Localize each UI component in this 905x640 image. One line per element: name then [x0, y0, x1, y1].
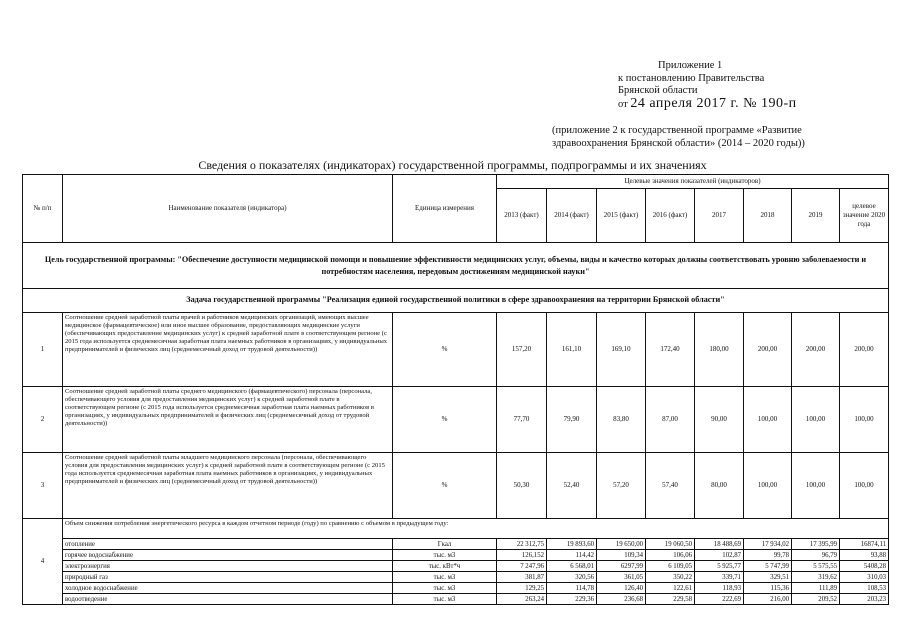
- sub-row: [23, 583, 889, 594]
- header-year: 2019: [792, 189, 840, 243]
- header-block: [618, 60, 797, 111]
- value-cell: 126,40: [597, 583, 646, 594]
- value-cell: 93,88: [840, 550, 889, 561]
- date-handwritten: 24 апреля 2017 г. № 190-п: [630, 95, 797, 111]
- header-year: целевое значение 2020 года: [840, 189, 889, 243]
- sub-unit: тыс. м3: [393, 550, 497, 561]
- sub-row: [23, 561, 889, 572]
- program-goal: Цель государственной программы: "Обеспечение доступности медицинской помощи и повышение эффективности медицинских услуг, объемы, виды и качество которых должны соответствовать уровню заболеваемости и потребностям населения, передовым достижениям медицинской науки": [23, 243, 889, 289]
- value-cell: 19 060,50: [646, 539, 695, 550]
- value-cell: 320,56: [547, 572, 597, 583]
- header-name: Наименование показателя (индикатора): [63, 175, 393, 243]
- sub-row: [23, 594, 889, 605]
- sub-name: отопление: [63, 539, 393, 550]
- date-prefix: от: [618, 98, 628, 110]
- header-unit: Единица измерения: [393, 175, 497, 243]
- value-cell: 96,79: [792, 550, 840, 561]
- value-cell: 126,152: [497, 550, 547, 561]
- indicators-table: [22, 174, 889, 605]
- value-cell: 263,24: [497, 594, 547, 605]
- header-line-1: Приложение 1: [658, 60, 723, 71]
- value-cell: 216,00: [744, 594, 792, 605]
- value-cell: 83,80: [597, 387, 646, 453]
- sub-name: горячее водоснабжение: [63, 550, 393, 561]
- program-note: (приложение 2 к государственной программе «Развитие здравоохранения Брянской области» (2014 – 2020 годы)): [552, 125, 805, 149]
- value-cell: 52,40: [547, 453, 597, 519]
- value-cell: 90,00: [695, 387, 744, 453]
- sub-row: [23, 539, 889, 550]
- value-cell: 18 488,69: [695, 539, 744, 550]
- value-cell: 79,90: [547, 387, 597, 453]
- sub-row: [23, 550, 889, 561]
- value-cell: 80,00: [695, 453, 744, 519]
- value-cell: 310,03: [840, 572, 889, 583]
- value-cell: 102,87: [695, 550, 744, 561]
- value-cell: 200,00: [792, 313, 840, 387]
- value-cell: 169,10: [597, 313, 646, 387]
- sub-unit: Гкал: [393, 539, 497, 550]
- value-cell: 50,30: [497, 453, 547, 519]
- value-cell: 100,00: [840, 453, 889, 519]
- value-cell: 17 395,99: [792, 539, 840, 550]
- header-line-2: к постановлению Правительства: [618, 72, 765, 84]
- sub-name: водоотведение: [63, 594, 393, 605]
- value-cell: 5408,28: [840, 561, 889, 572]
- value-cell: 6 568,01: [547, 561, 597, 572]
- value-cell: 200,00: [840, 313, 889, 387]
- header-line-3: Брянской области: [618, 85, 698, 96]
- value-cell: 114,42: [547, 550, 597, 561]
- value-cell: 57,20: [597, 453, 646, 519]
- value-cell: 100,00: [840, 387, 889, 453]
- value-cell: 381,87: [497, 572, 547, 583]
- indicator-unit: %: [393, 313, 497, 387]
- value-cell: 17 934,02: [744, 539, 792, 550]
- header-target-values: Целевые значения показателей (индикаторов): [497, 175, 889, 189]
- value-cell: 115,36: [744, 583, 792, 594]
- value-cell: 100,00: [792, 453, 840, 519]
- row-num: 2: [23, 387, 63, 453]
- value-cell: 22 312,75: [497, 539, 547, 550]
- value-cell: 114,78: [547, 583, 597, 594]
- header-year: 2018: [744, 189, 792, 243]
- value-cell: 100,00: [744, 387, 792, 453]
- value-cell: 157,20: [497, 313, 547, 387]
- table-row: [23, 519, 889, 539]
- header-year: 2015 (факт): [597, 189, 646, 243]
- value-cell: 329,51: [744, 572, 792, 583]
- value-cell: 161,10: [547, 313, 597, 387]
- value-cell: 350,22: [646, 572, 695, 583]
- value-cell: 6 109,05: [646, 561, 695, 572]
- row-num: 4: [23, 519, 63, 605]
- value-cell: 77,70: [497, 387, 547, 453]
- value-cell: 19 893,60: [547, 539, 597, 550]
- value-cell: 229,36: [547, 594, 597, 605]
- value-cell: 57,40: [646, 453, 695, 519]
- header-date: [618, 95, 797, 112]
- value-cell: 203,23: [840, 594, 889, 605]
- value-cell: 16874,11: [840, 539, 889, 550]
- sub-unit: тыс. м3: [393, 583, 497, 594]
- header-year: 2014 (факт): [547, 189, 597, 243]
- value-cell: 100,00: [792, 387, 840, 453]
- value-cell: 108,53: [840, 583, 889, 594]
- value-cell: 209,52: [792, 594, 840, 605]
- sub-name: электроэнергия: [63, 561, 393, 572]
- value-cell: 229,58: [646, 594, 695, 605]
- value-cell: 6297,99: [597, 561, 646, 572]
- value-cell: 180,00: [695, 313, 744, 387]
- value-cell: 111,89: [792, 583, 840, 594]
- sub-name: природный газ: [63, 572, 393, 583]
- value-cell: 5 575,55: [792, 561, 840, 572]
- value-cell: 99,78: [744, 550, 792, 561]
- value-cell: 122,61: [646, 583, 695, 594]
- table-row: [23, 453, 889, 519]
- value-cell: 5 747,99: [744, 561, 792, 572]
- header-year: 2016 (факт): [646, 189, 695, 243]
- header-year: 2013 (факт): [497, 189, 547, 243]
- indicator-name: Соотношение средней заработной платы врачей и работников медицинских организаций, имеющих высшее медицинское (фармацевтическое) или иное высшее образование, предоставляющих медицинские услуги (обеспечивающих предоставление медицинских услуг) к средней заработной плате в соответствующем регионе (с 2015 года используется среднемесячная заработная плата наемных работников в организациях, у индивидуальных предпринимателей и физических лиц (среднемесячный доход от трудовой деятельности)): [63, 313, 393, 387]
- value-cell: 7 247,96: [497, 561, 547, 572]
- value-cell: 319,62: [792, 572, 840, 583]
- indicator-name: Соотношение средней заработной платы среднего медицинского (фармацевтического) персонала (персонала, обеспечивающего условия для предоставления медицинских услуг) к средней заработной плате в соответствующем регионе (с 2015 года используется среднемесячная заработная плата наемных работников в организациях, у индивидуальных предпринимателей и физических лиц (среднемесячный доход от трудовой деятельности)): [63, 387, 393, 453]
- value-cell: 5 925,77: [695, 561, 744, 572]
- header-num: № п/п: [23, 175, 63, 243]
- sub-row: [23, 572, 889, 583]
- value-cell: 118,93: [695, 583, 744, 594]
- value-cell: 361,05: [597, 572, 646, 583]
- value-cell: 339,71: [695, 572, 744, 583]
- value-cell: 236,68: [597, 594, 646, 605]
- value-cell: 172,40: [646, 313, 695, 387]
- sub-name: холодное водоснабжение: [63, 583, 393, 594]
- value-cell: 100,00: [744, 453, 792, 519]
- header-year: 2017: [695, 189, 744, 243]
- row-num: 1: [23, 313, 63, 387]
- row-num: 3: [23, 453, 63, 519]
- value-cell: 222,69: [695, 594, 744, 605]
- program-task: Задача государственной программы "Реализация единой государственной политики в сфере здравоохранения на территории Брянской области": [23, 289, 889, 313]
- sub-unit: тыс. м3: [393, 594, 497, 605]
- table-row: [23, 387, 889, 453]
- indicator-name: Соотношение средней заработной платы младшего медицинского персонала (персонала, обеспечивающего условия для предоставления медицинских услуг) к средней заработной плате в соответствующем регионе (с 2015 года используется среднемесячная заработная плата наемных работников в организациях, у индивидуальных предпринимателей и физических лиц (среднемесячный доход от трудовой деятельности)): [63, 453, 393, 519]
- sub-unit: тыс. кВт*ч: [393, 561, 497, 572]
- sub-unit: тыс. м3: [393, 572, 497, 583]
- value-cell: 106,06: [646, 550, 695, 561]
- value-cell: 129,25: [497, 583, 547, 594]
- indicator-unit: %: [393, 387, 497, 453]
- value-cell: 109,34: [597, 550, 646, 561]
- indicator-name: Объем снижения потребления энергетического ресурса в каждом отчетном периоде (году) по сравнению с объемом в предыдущем году:: [63, 519, 889, 539]
- table-row: [23, 313, 889, 387]
- value-cell: 19 650,00: [597, 539, 646, 550]
- value-cell: 200,00: [744, 313, 792, 387]
- document-title: Сведения о показателях (индикаторах) государственной программы, подпрограммы и их значениях: [198, 158, 707, 172]
- indicator-unit: %: [393, 453, 497, 519]
- value-cell: 87,00: [646, 387, 695, 453]
